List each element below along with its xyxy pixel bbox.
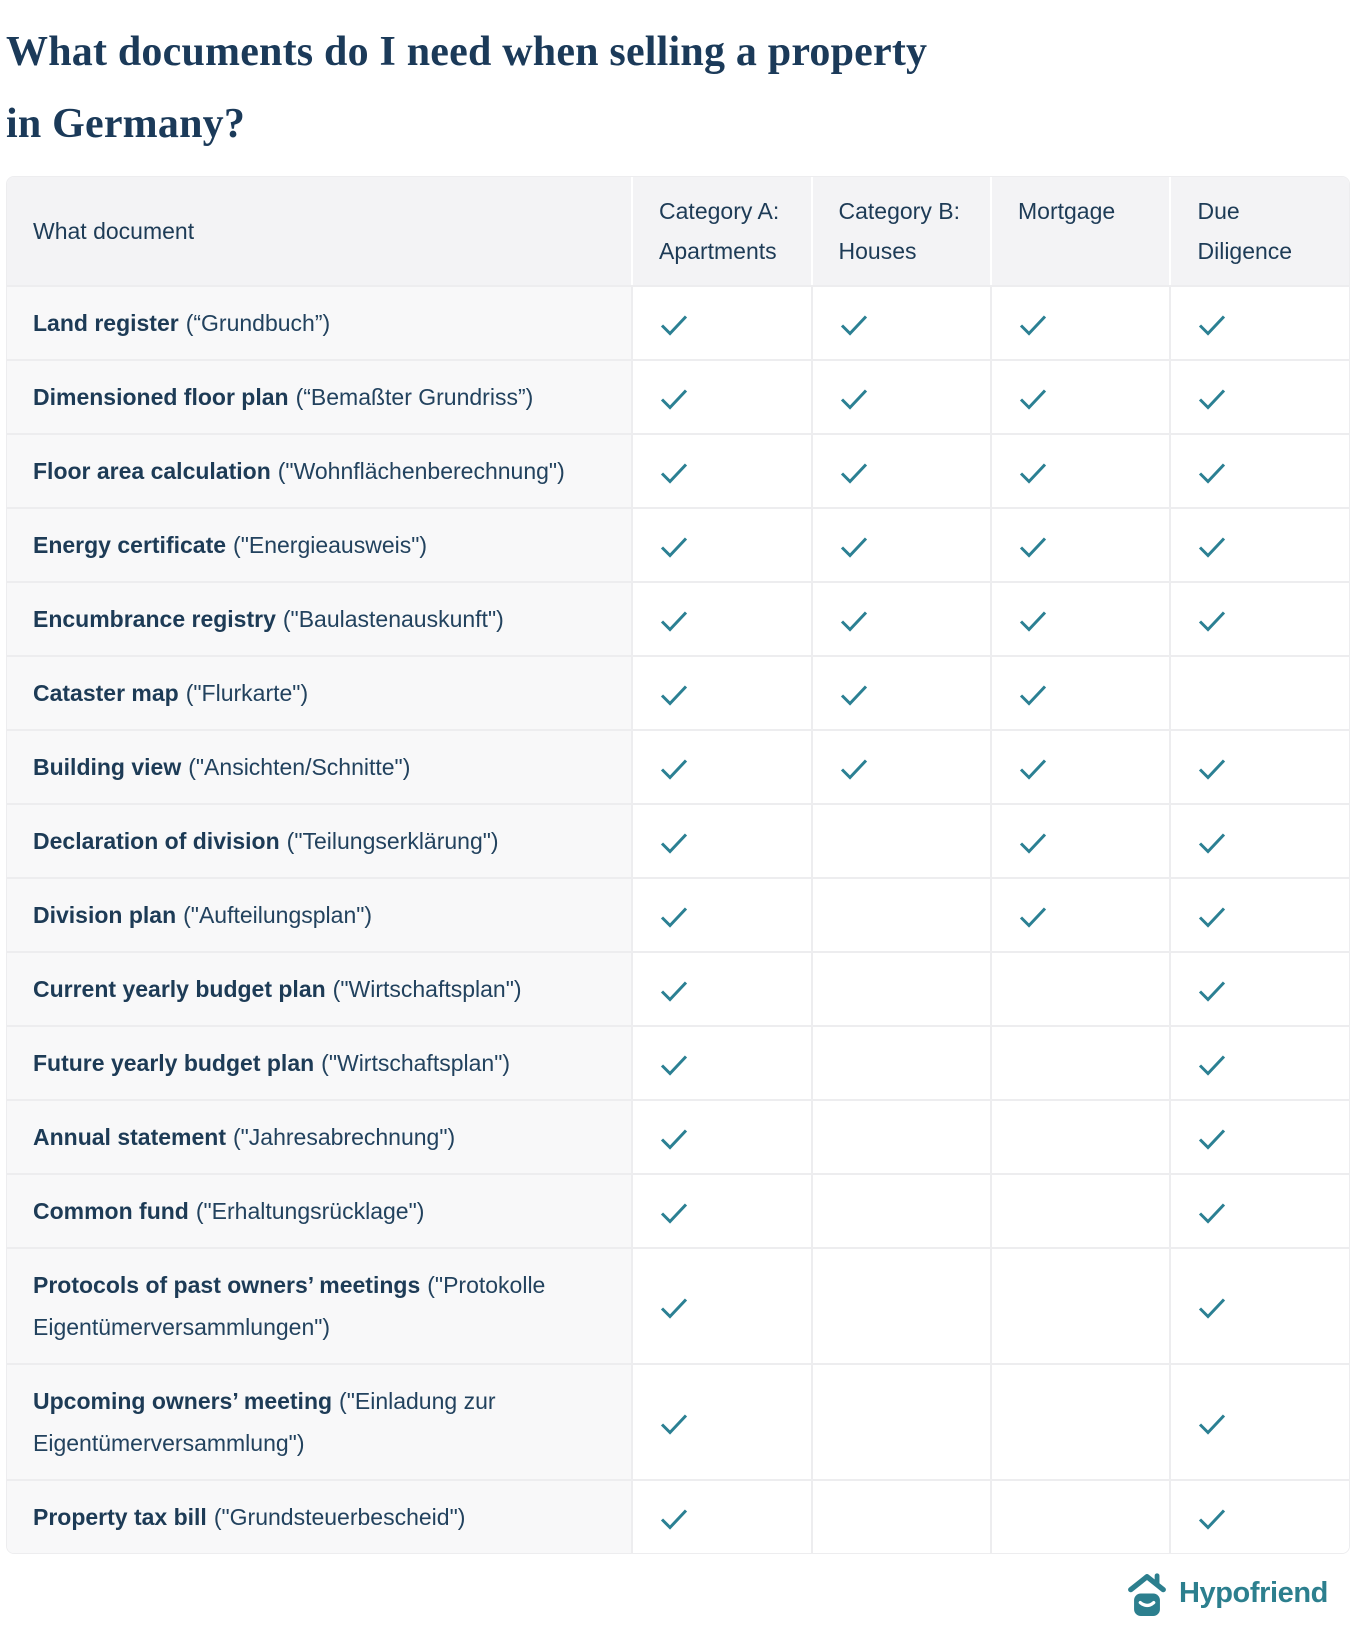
empty-cell [811, 1479, 990, 1553]
check-cell [631, 1363, 810, 1479]
check-icon [659, 387, 689, 411]
document-german-name: ("Wohnflächenberechnung") [277, 458, 565, 484]
check-cell [811, 285, 990, 359]
table-row [7, 877, 1349, 951]
document-name: Cataster map [33, 680, 179, 706]
document-german-name: ("Einladung zur Eigentümerversammlung") [33, 1388, 496, 1456]
table-row [7, 507, 1349, 581]
document-german-name: ("Aufteilungsplan") [183, 902, 373, 928]
check-cell [631, 1025, 810, 1099]
header-due-diligence [1169, 177, 1349, 285]
check-icon [839, 757, 869, 781]
header-category-a-line1: Category A: [659, 198, 780, 224]
document-name: Dimensioned floor plan [33, 384, 289, 410]
empty-cell [811, 951, 990, 1025]
page-title-line1: What documents do I need when selling a property [6, 29, 928, 75]
table-row [7, 951, 1349, 1025]
document-cell [7, 729, 631, 803]
check-cell [990, 433, 1169, 507]
check-icon [1018, 831, 1048, 855]
table-row [7, 433, 1349, 507]
empty-cell [990, 1025, 1169, 1099]
check-icon [659, 1296, 689, 1320]
check-icon [1197, 1201, 1227, 1225]
document-german-name: ("Flurkarte") [185, 680, 309, 706]
header-due-diligence-line2: Diligence [1197, 238, 1293, 264]
empty-cell [990, 1479, 1169, 1553]
check-icon [1197, 535, 1227, 559]
check-icon [659, 535, 689, 559]
hypofriend-wordmark: Hypofriend [1178, 1576, 1328, 1609]
empty-cell [990, 1099, 1169, 1173]
document-cell [7, 1025, 631, 1099]
check-cell [1169, 359, 1349, 433]
check-cell [1169, 285, 1349, 359]
check-icon [659, 683, 689, 707]
page-title [6, 16, 1350, 160]
check-icon [659, 979, 689, 1003]
check-cell [1169, 803, 1349, 877]
empty-cell [811, 1099, 990, 1173]
check-cell [631, 285, 810, 359]
header-category-b-line1: Category B: [838, 198, 960, 224]
check-icon [1018, 683, 1048, 707]
check-cell [811, 507, 990, 581]
empty-cell [1169, 655, 1349, 729]
check-icon [1197, 1127, 1227, 1151]
table-row [7, 285, 1349, 359]
check-cell [631, 803, 810, 877]
check-icon [659, 757, 689, 781]
check-icon [1018, 757, 1048, 781]
check-icon [1197, 1296, 1227, 1320]
header-mortgage-line2 [1018, 231, 1143, 271]
check-icon [839, 683, 869, 707]
document-german-name: ("Wirtschaftsplan") [332, 976, 522, 1002]
document-name: Declaration of division [33, 828, 280, 854]
check-cell [1169, 729, 1349, 803]
document-cell [7, 951, 631, 1025]
document-german-name: (“Grundbuch”) [185, 310, 331, 336]
document-cell [7, 285, 631, 359]
header-mortgage [990, 177, 1169, 285]
document-name: Division plan [33, 902, 177, 928]
document-cell [7, 1099, 631, 1173]
document-cell [7, 433, 631, 507]
check-icon [1018, 535, 1048, 559]
table-row [7, 359, 1349, 433]
check-icon [1197, 387, 1227, 411]
document-name: Future yearly budget plan [33, 1050, 315, 1076]
check-icon [659, 1507, 689, 1531]
table-row [7, 1247, 1349, 1363]
document-name: Upcoming owners’ meeting [33, 1388, 333, 1414]
check-icon [659, 609, 689, 633]
check-icon [659, 905, 689, 929]
check-cell [631, 1247, 810, 1363]
check-cell [1169, 507, 1349, 581]
check-icon [1197, 905, 1227, 929]
check-icon [1197, 1053, 1227, 1077]
check-icon [1197, 979, 1227, 1003]
check-cell [1169, 1363, 1349, 1479]
empty-cell [811, 1025, 990, 1099]
check-icon [659, 461, 689, 485]
check-cell [811, 655, 990, 729]
check-cell [990, 877, 1169, 951]
table-row [7, 1099, 1349, 1173]
check-cell [990, 729, 1169, 803]
check-cell [1169, 877, 1349, 951]
check-cell [990, 359, 1169, 433]
document-cell [7, 507, 631, 581]
check-cell [811, 729, 990, 803]
documents-table-grid [7, 177, 1349, 1553]
check-icon [1018, 387, 1048, 411]
footer [6, 1554, 1350, 1616]
check-icon [659, 1412, 689, 1436]
check-icon [1018, 905, 1048, 929]
table-row [7, 729, 1349, 803]
check-icon [659, 1201, 689, 1225]
header-what-document [7, 177, 631, 285]
check-cell [1169, 1479, 1349, 1553]
check-cell [631, 507, 810, 581]
document-name: Annual statement [33, 1124, 226, 1150]
header-category-a-apartments [631, 177, 810, 285]
document-german-name: ("Baulastenauskunft") [282, 606, 504, 632]
empty-cell [811, 877, 990, 951]
document-german-name: ("Erhaltungsrücklage") [195, 1198, 425, 1224]
document-name: Building view [33, 754, 182, 780]
table-row [7, 581, 1349, 655]
table-body [7, 285, 1349, 1553]
document-name: Land register [33, 310, 179, 336]
check-icon [1018, 461, 1048, 485]
check-icon [1197, 757, 1227, 781]
check-cell [631, 655, 810, 729]
header-category-b-line2: Houses [838, 238, 917, 264]
table-row [7, 655, 1349, 729]
check-cell [1169, 1099, 1349, 1173]
check-icon [839, 535, 869, 559]
empty-cell [990, 1363, 1169, 1479]
check-icon [659, 313, 689, 337]
document-cell [7, 581, 631, 655]
document-cell [7, 1363, 631, 1479]
check-icon [1018, 609, 1048, 633]
check-cell [990, 581, 1169, 655]
table-row [7, 1173, 1349, 1247]
empty-cell [811, 803, 990, 877]
check-cell [1169, 1173, 1349, 1247]
check-cell [631, 951, 810, 1025]
document-cell [7, 655, 631, 729]
check-cell [631, 1173, 810, 1247]
document-german-name: ("Grundsteuerbescheid") [213, 1504, 466, 1530]
document-cell [7, 803, 631, 877]
check-icon [1197, 313, 1227, 337]
document-german-name: ("Ansichten/Schnitte") [188, 754, 411, 780]
document-german-name: ("Teilungserklärung") [286, 828, 499, 854]
table-row [7, 1479, 1349, 1553]
check-icon [839, 609, 869, 633]
check-icon [1197, 1507, 1227, 1531]
empty-cell [811, 1173, 990, 1247]
check-cell [631, 1479, 810, 1553]
check-cell [1169, 433, 1349, 507]
check-icon [1197, 831, 1227, 855]
document-german-name: ("Jahresabrechnung") [232, 1124, 456, 1150]
header-category-b-houses [811, 177, 990, 285]
document-name: Encumbrance registry [33, 606, 276, 632]
table-row [7, 803, 1349, 877]
check-cell [811, 581, 990, 655]
check-cell [811, 433, 990, 507]
check-icon [839, 461, 869, 485]
check-cell [990, 655, 1169, 729]
header-what-document-label: What document [33, 218, 195, 244]
check-cell [1169, 581, 1349, 655]
document-german-name: ("Protokolle Eigentümerversammlungen") [33, 1272, 546, 1340]
documents-table [6, 176, 1350, 1554]
check-cell [631, 581, 810, 655]
document-cell [7, 1479, 631, 1553]
document-cell [7, 1247, 631, 1363]
document-name: Common fund [33, 1198, 189, 1224]
header-due-diligence-line1: Due [1197, 198, 1240, 224]
table-row [7, 1363, 1349, 1479]
document-german-name: ("Wirtschaftsplan") [321, 1050, 511, 1076]
check-cell [1169, 1247, 1349, 1363]
check-cell [631, 729, 810, 803]
page-title-line2: in Germany? [6, 101, 246, 147]
empty-cell [811, 1247, 990, 1363]
document-german-name: ("Energieausweis") [233, 532, 428, 558]
check-icon [839, 387, 869, 411]
check-cell [811, 359, 990, 433]
hypofriend-logo[interactable] [1124, 1570, 1328, 1616]
check-icon [1197, 609, 1227, 633]
check-icon [839, 313, 869, 337]
check-cell [990, 507, 1169, 581]
check-cell [631, 359, 810, 433]
table-header-row [7, 177, 1349, 285]
check-cell [1169, 951, 1349, 1025]
document-german-name: (“Bemaßter Grundriss”) [295, 384, 534, 410]
check-cell [990, 803, 1169, 877]
check-icon [1018, 313, 1048, 337]
header-mortgage-line1: Mortgage [1018, 198, 1116, 224]
check-icon [659, 1053, 689, 1077]
empty-cell [990, 1173, 1169, 1247]
check-icon [659, 831, 689, 855]
table-row [7, 1025, 1349, 1099]
document-cell [7, 359, 631, 433]
check-cell [631, 877, 810, 951]
document-cell [7, 1173, 631, 1247]
check-cell [631, 433, 810, 507]
empty-cell [990, 951, 1169, 1025]
empty-cell [990, 1247, 1169, 1363]
house-icon [1124, 1570, 1170, 1616]
document-name: Energy certificate [33, 532, 227, 558]
document-name: Floor area calculation [33, 458, 271, 484]
header-category-a-line2: Apartments [659, 238, 777, 264]
document-name: Property tax bill [33, 1504, 207, 1530]
document-name: Protocols of past owners’ meetings [33, 1272, 421, 1298]
check-icon [659, 1127, 689, 1151]
check-cell [990, 285, 1169, 359]
document-name: Current yearly budget plan [33, 976, 326, 1002]
check-cell [1169, 1025, 1349, 1099]
empty-cell [811, 1363, 990, 1479]
document-cell [7, 877, 631, 951]
check-icon [1197, 461, 1227, 485]
check-cell [631, 1099, 810, 1173]
check-icon [1197, 1412, 1227, 1436]
